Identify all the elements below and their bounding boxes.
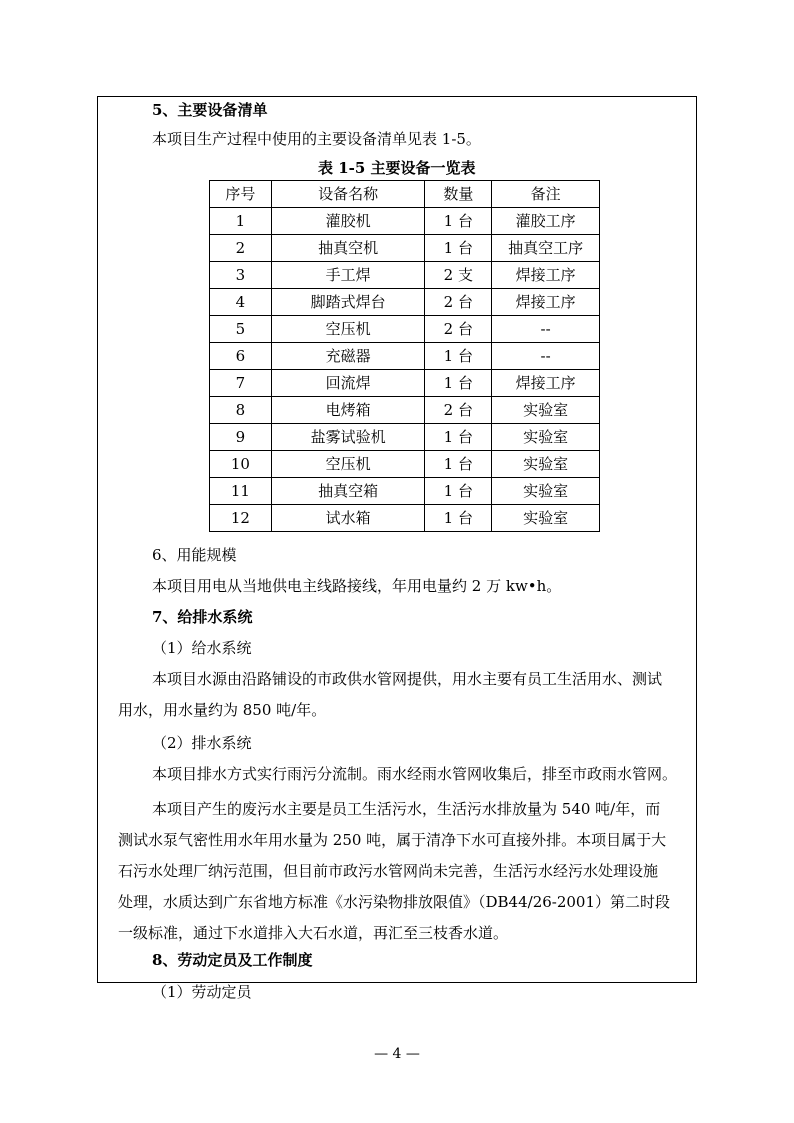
cell-quantity: 2 台	[425, 316, 492, 343]
cell-index: 4	[210, 289, 272, 316]
table-header-row	[210, 181, 600, 208]
cell-device-name: 空压机	[271, 316, 425, 343]
cell-index: 10	[210, 451, 272, 478]
table-row	[210, 370, 600, 397]
cell-device-name: 试水箱	[271, 505, 425, 532]
table-row	[210, 451, 600, 478]
table-row	[210, 343, 600, 370]
cell-index: 6	[210, 343, 272, 370]
cell-remarks: 实验室	[492, 424, 600, 451]
section5-heading: 5、主要设备清单	[152, 101, 268, 119]
section6-text: 本项目用电从当地供电主线路接线，年用电量约 2 万 kw•h。	[152, 577, 562, 595]
equipment-table	[209, 180, 600, 532]
cell-quantity: 1 台	[425, 505, 492, 532]
header-remarks: 备注	[492, 181, 600, 208]
cell-remarks: 实验室	[492, 505, 600, 532]
cell-remarks: 焊接工序	[492, 289, 600, 316]
cell-index: 8	[210, 397, 272, 424]
section7-p3-line2: 测试水泵气密性用水年用水量为 250 吨，属于清净下水可直接外排。本项目属于大	[118, 831, 667, 849]
cell-device-name: 充磁器	[271, 343, 425, 370]
cell-device-name: 盐雾试验机	[271, 424, 425, 451]
table-row	[210, 424, 600, 451]
section7-p1-line1: 本项目水源由沿路铺设的市政供水管网提供，用水主要有员工生活用水、测试	[152, 670, 663, 688]
cell-remarks: --	[492, 343, 600, 370]
table-row	[210, 316, 600, 343]
table-caption: 表 1-5 主要设备一览表	[318, 159, 476, 177]
table-row	[210, 235, 600, 262]
table-row	[210, 478, 600, 505]
section7-p2: 本项目排水方式实行雨污分流制。雨水经雨水管网收集后，排至市政雨水管网。	[152, 765, 678, 783]
cell-index: 11	[210, 478, 272, 505]
cell-quantity: 1 台	[425, 424, 492, 451]
cell-quantity: 1 台	[425, 208, 492, 235]
section7-sub2: （2）排水系统	[152, 734, 252, 752]
cell-remarks: 灌胶工序	[492, 208, 600, 235]
cell-remarks: --	[492, 316, 600, 343]
table-row	[210, 262, 600, 289]
cell-quantity: 2 支	[425, 262, 492, 289]
section7-p3-line5: 一级标准，通过下水道排入大石水道，再汇至三枝香水道。	[118, 924, 509, 942]
cell-device-name: 抽真空箱	[271, 478, 425, 505]
header-quantity: 数量	[425, 181, 492, 208]
section7-sub1: （1）给水系统	[152, 639, 252, 657]
cell-remarks: 实验室	[492, 478, 600, 505]
section7-heading: 7、给排水系统	[152, 608, 253, 626]
cell-remarks: 抽真空工序	[492, 235, 600, 262]
cell-index: 1	[210, 208, 272, 235]
cell-remarks: 焊接工序	[492, 370, 600, 397]
table-row	[210, 208, 600, 235]
table-row	[210, 505, 600, 532]
cell-device-name: 回流焊	[271, 370, 425, 397]
section7-p1-line2: 用水，用水量约为 850 吨/年。	[118, 701, 327, 719]
table-row	[210, 289, 600, 316]
cell-device-name: 抽真空机	[271, 235, 425, 262]
cell-device-name: 脚踏式焊台	[271, 289, 425, 316]
cell-quantity: 2 台	[425, 397, 492, 424]
section7-p3-line1: 本项目产生的废污水主要是员工生活污水，生活污水排放量为 540 吨/年，而	[152, 800, 661, 818]
cell-index: 3	[210, 262, 272, 289]
section8-heading: 8、劳动定员及工作制度	[152, 951, 313, 969]
cell-quantity: 1 台	[425, 343, 492, 370]
cell-remarks: 实验室	[492, 397, 600, 424]
page-number: — 4 —	[374, 1046, 420, 1062]
section6-heading: 6、用能规模	[152, 546, 237, 564]
cell-quantity: 1 台	[425, 235, 492, 262]
cell-quantity: 2 台	[425, 289, 492, 316]
header-device-name: 设备名称	[271, 181, 425, 208]
cell-quantity: 1 台	[425, 370, 492, 397]
cell-index: 5	[210, 316, 272, 343]
cell-quantity: 1 台	[425, 451, 492, 478]
cell-index: 9	[210, 424, 272, 451]
cell-device-name: 电烤箱	[271, 397, 425, 424]
cell-device-name: 空压机	[271, 451, 425, 478]
header-index: 序号	[210, 181, 272, 208]
cell-remarks: 焊接工序	[492, 262, 600, 289]
section7-p3-line4: 处理，水质达到广东省地方标准《水污染物排放限值》（DB44/26-2001）第二时段	[118, 893, 671, 911]
section7-p3-line3: 石污水处理厂纳污范围，但目前市政污水管网尚未完善，生活污水经污水处理设施	[118, 862, 659, 880]
section8-sub1: （1）劳动定员	[152, 983, 252, 1001]
table-row	[210, 397, 600, 424]
cell-index: 7	[210, 370, 272, 397]
cell-device-name: 手工焊	[271, 262, 425, 289]
section5-intro: 本项目生产过程中使用的主要设备清单见表 1-5。	[152, 130, 481, 148]
cell-quantity: 1 台	[425, 478, 492, 505]
cell-remarks: 实验室	[492, 451, 600, 478]
cell-index: 12	[210, 505, 272, 532]
cell-device-name: 灌胶机	[271, 208, 425, 235]
cell-index: 2	[210, 235, 272, 262]
